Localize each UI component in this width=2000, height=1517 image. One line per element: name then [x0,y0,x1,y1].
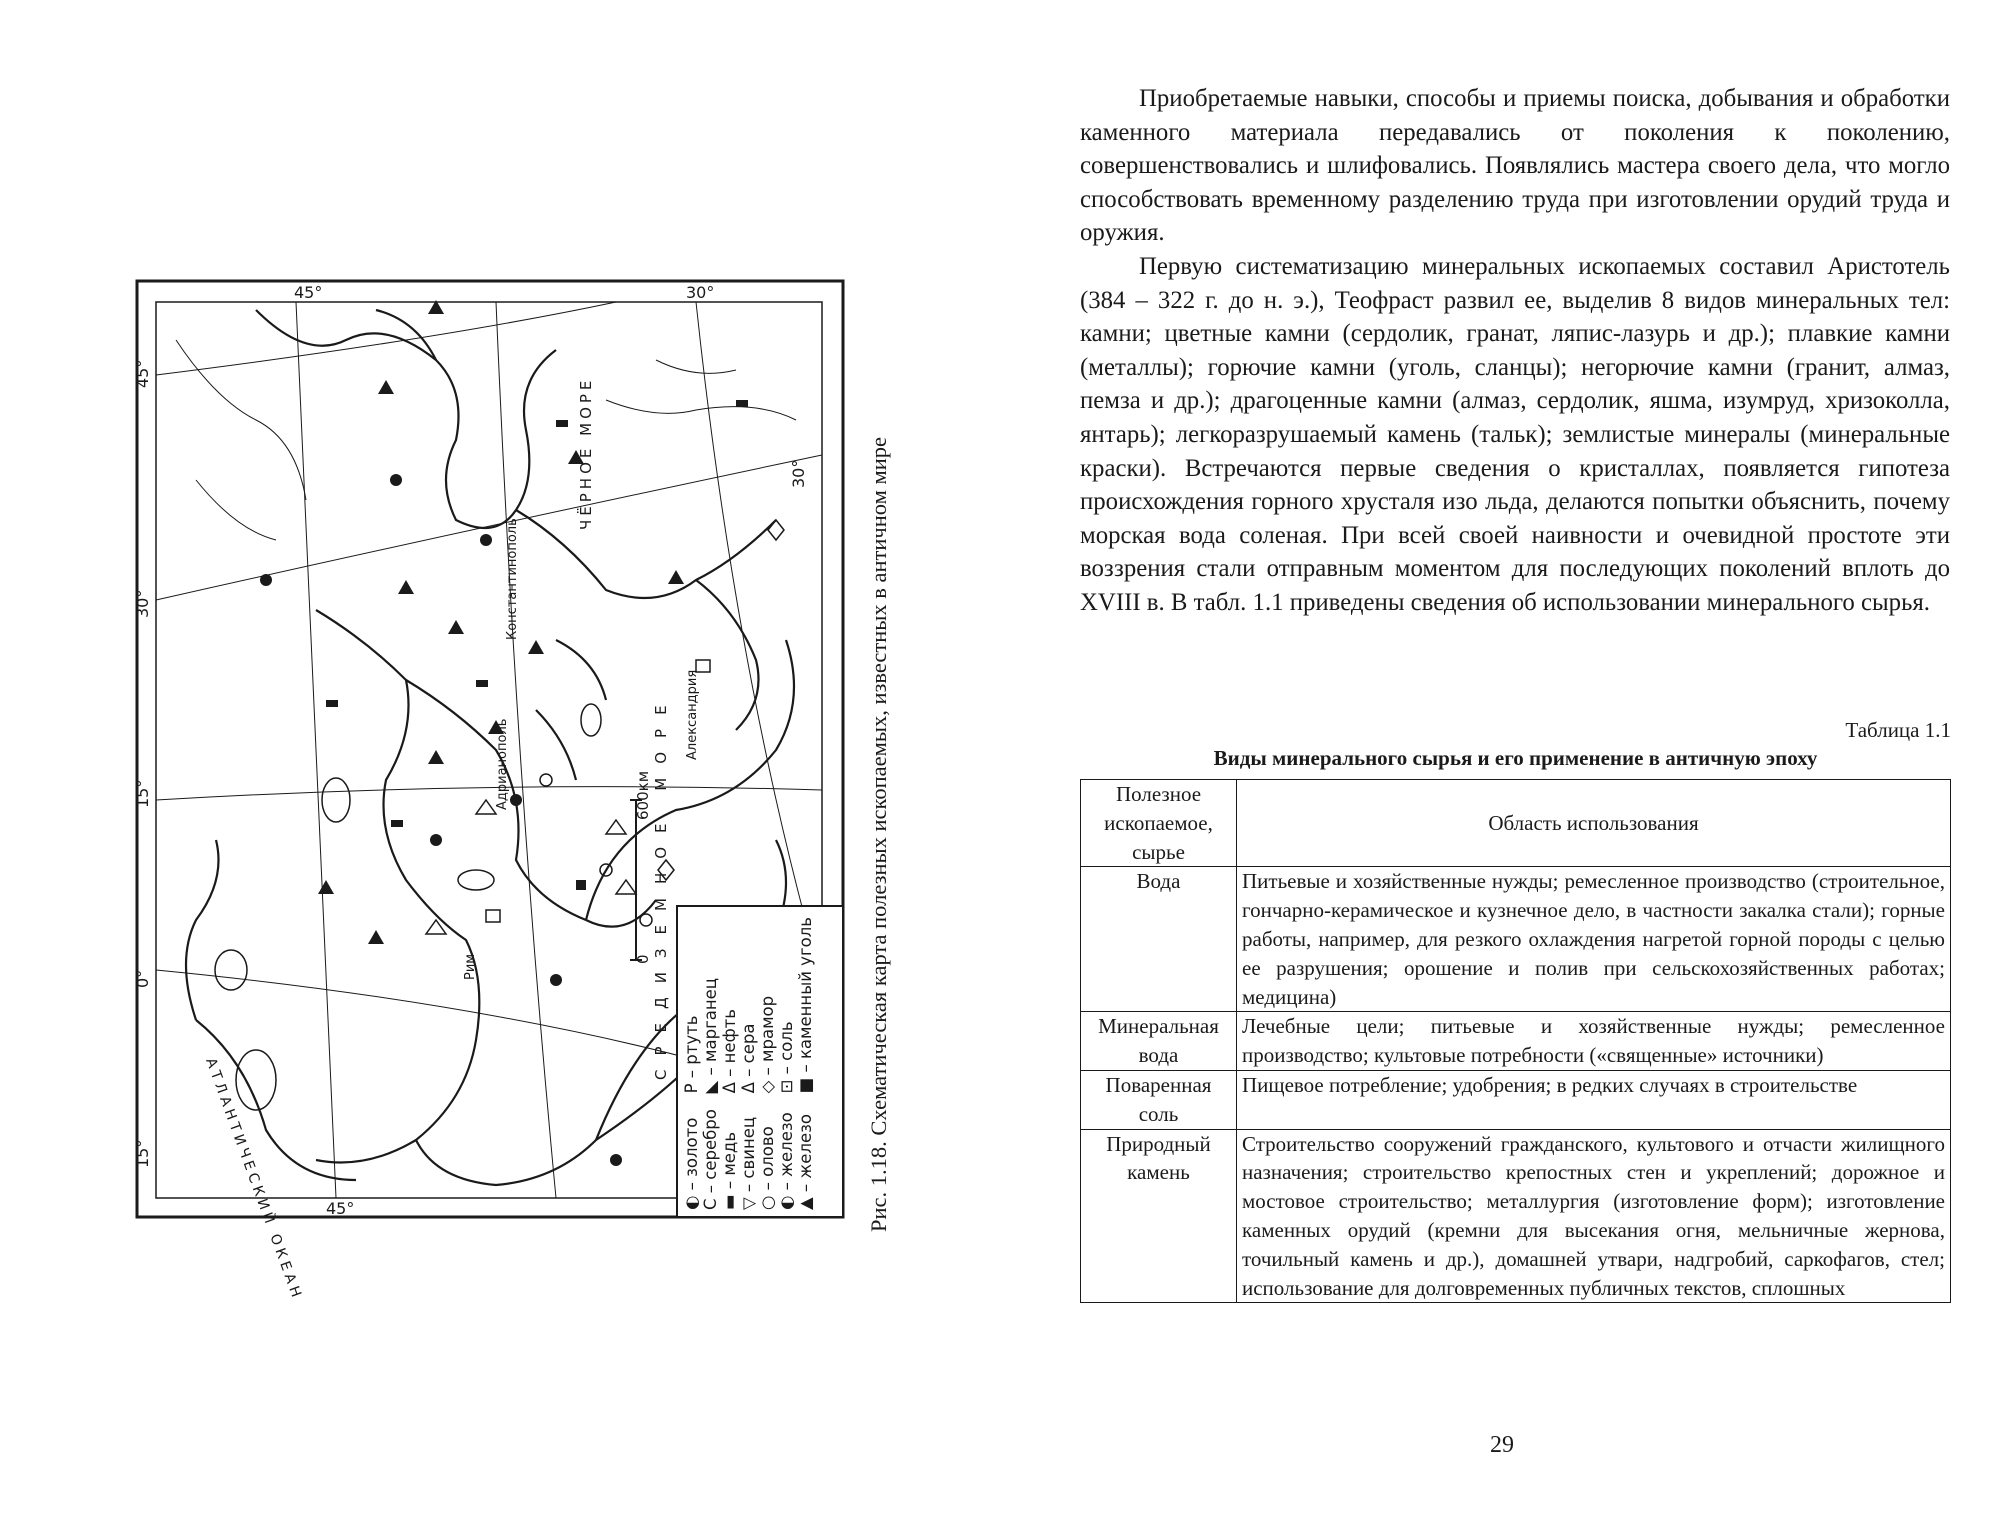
degree-label: 30° [133,589,152,618]
scale-bar [630,771,652,964]
legend-item: ◇ – мрамор [758,995,777,1094]
degree-label: 0° [133,969,152,988]
legend-item: Δ – нефть [720,1008,739,1094]
row-mineral: Природный камень [1081,1129,1237,1303]
legend-item: Р – ртуть [682,1015,701,1094]
legend-item: ▽ – свинец [739,1116,758,1210]
table-row [1081,1012,1951,1071]
table-row [1081,1070,1951,1129]
figure-caption: Рис. 1.18. Схематическая карта полезных ископаемых, известных в античном мире [866,437,891,1232]
row-usage: Лечебные цели; питьевые и хозяйственные нужды; ремесленное производство; культовые потребности («священные» источники) [1237,1012,1951,1071]
row-mineral: Минеральная вода [1081,1012,1237,1071]
row-mineral: Вода [1081,867,1237,1012]
scale-label: 600км [634,770,652,820]
rivers [176,340,796,540]
legend-item: ◐ – железо [777,1112,796,1210]
legend-item: ◣ – марганец [701,977,720,1094]
header-usage: Область использования [1237,780,1951,867]
legend-item: ○ – олово [758,1126,777,1210]
legend-item: Δ – сера [739,1023,758,1094]
degree-label: 15° [133,1139,152,1168]
city-label-rome: Рим [463,953,478,980]
legend-item: ▬ – медь [720,1131,739,1210]
black-sea-label: ЧЁРНОЕ МОРЕ [577,376,595,530]
islands [215,704,601,1110]
row-usage: Питьевые и хозяйственные нужды; ремесленное производство (строительное, гончарно-керамическое и кузнечное дело, в частности закалка стали); горные работы, например, для резкого охлаждения нагретой горной породы с целью ее разрушения; орошение и полив при сельскохозяйственных работах; медицина) [1237,867,1951,1012]
paragraph-1: Приобретаемые навыки, способы и приемы поиска, добывания и обработки каменного материала передавались от поколения к поколению, совершенствовались и шлифовались. Появлялись мастера своего дела, что могло способствовать временному разделению труда при изготовлении орудий труда и оружия. [1080,85,1950,247]
city-label-constantinople: Константинополь [505,518,520,640]
scale-zero: 0 [634,954,652,964]
legend-item: ■ – каменный уголь [796,917,815,1094]
paragraph-2: Первую систематизацию минеральных ископаемых составил Аристотель (384 – 322 г. до н. э.), Теофраст развил ее, выделив 8 видов минеральных тел: камни; цветные камни (сердолик, гранат, ляпис-лазурь и др.); плавкие камни (металлы); горючие камни (уголь, сланцы); негорючие камни (гранит, алмаз, пемза и др.); драгоценные камни (алмаз, сердолик, яшма, изумруд, хризоколла, янтарь); легкоразрушаемый камень (тальк); землистые минералы (минеральные краски). Встречаются первые сведения о кристаллах, появляется гипотеза происхождения горного хрусталя изо льда, делаются попытки объяснить, почему морская вода соленая. При всей своей наивности и очевидной простоте эти воззрения стали отправным моментом для последующих поколений вплоть до XVIII в. В табл. 1.1 приведены сведения об использовании минерального сырья. [1080,252,1950,616]
row-usage: Строительство сооружений гражданского, культового и отчасти жилищного назначения; строительство крепостных стен и укреплений; дорожное и мостовое строительство; металлургия (изготовление форм); изготовление каменных орудий (кремни для высекания огня, мельничные жернова, точильный камень и др.), домашней утвари, надгробий, саркофагов, стел; использование для долговременных публичных текстов, сплошных [1237,1129,1951,1303]
page-number: 29 [1490,1432,1514,1458]
table-header-row [1081,780,1951,867]
legend-item: ◐ – золото [682,1117,701,1210]
table-row [1081,1129,1951,1303]
city-label-adrianople: Адрианополь [495,718,510,810]
degree-label: 30° [686,283,715,302]
legend-item: С – серебро [701,1109,720,1210]
map-figure [133,280,846,1304]
degree-label: 30° [789,459,808,488]
degree-label: 45° [294,283,323,302]
legend-item: ⊡ – соль [777,1021,796,1094]
atlantic-label: АТЛАНТИЧЕСКИЙ ОКЕАН [202,1055,306,1304]
legend-item: ▲ – железо [796,1113,815,1210]
right-page-text [1080,82,1950,620]
degree-label: 15° [133,779,152,808]
table-label: Таблица 1.1 [1845,718,1951,742]
row-usage: Пищевое потребление; удобрения; в редких случаях в строительстве [1237,1070,1951,1129]
degree-label: 45° [133,359,152,388]
row-mineral: Поваренная соль [1081,1070,1237,1129]
table-title: Виды минерального сырья и его применение в античную эпоху [1213,746,1818,770]
degree-label: 45° [326,1199,355,1218]
map-legend [676,905,844,1218]
minerals-table [1080,779,1951,1303]
mediterranean-label: СРЕДИЗЕМНОЕ МОРЕ [652,691,670,1080]
table-row [1081,867,1951,1012]
header-mineral: Полезное ископаемое, сырье [1081,780,1237,867]
city-label-alexandria: Александрия [685,669,700,760]
